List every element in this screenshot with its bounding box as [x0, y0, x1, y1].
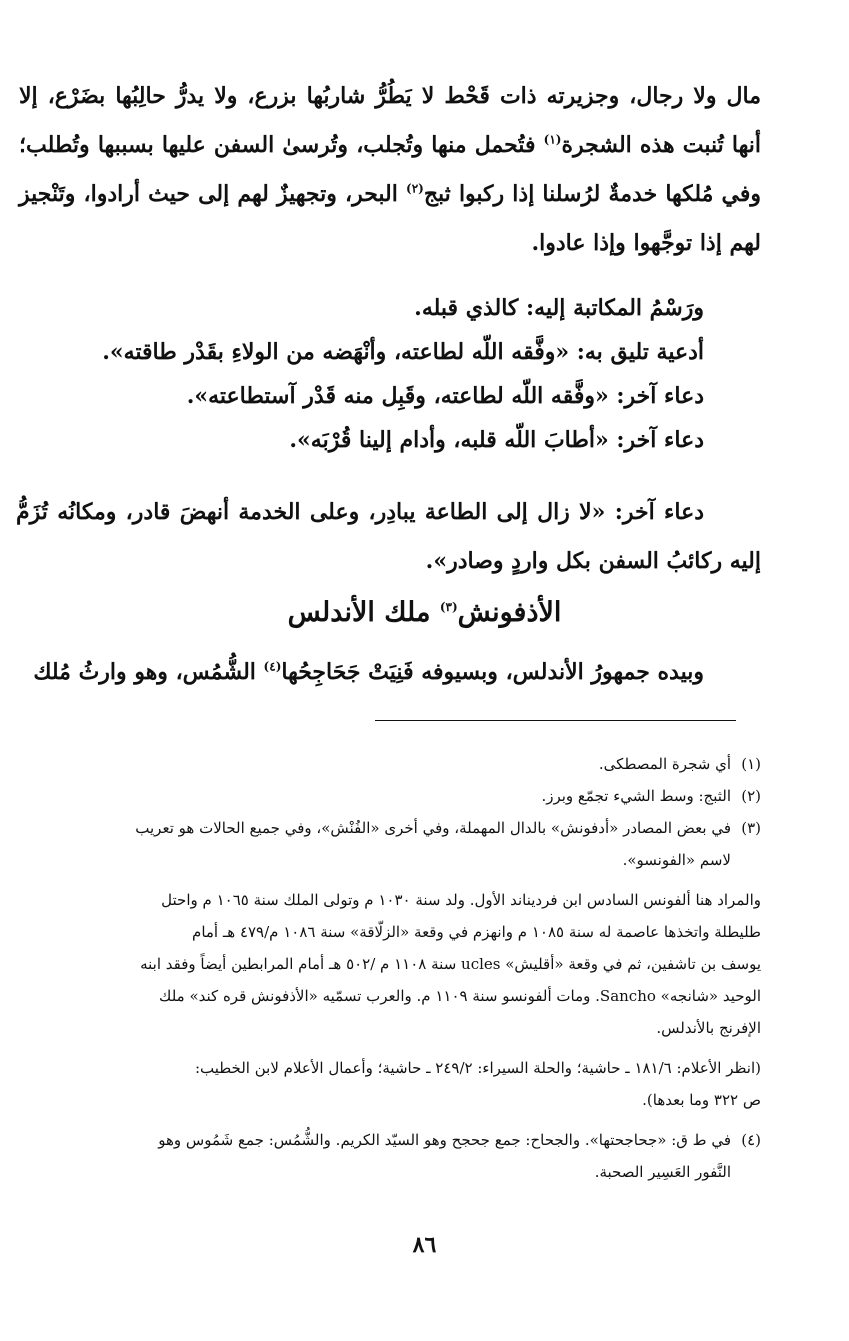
- prayer-label: دعاء آخر: [624, 427, 704, 453]
- prayer-line: [14, 418, 704, 462]
- paragraph-text: البحر، وتجهيزٌ لهم إلى حيث أرادوا، وتَنْجيز لهم إذا توجَّهوا وإذا عادوا.: [19, 181, 761, 256]
- main-paragraph: [19, 72, 761, 268]
- prayer-text: : «وفَّقه اللّه لطاعته، وقَبِل منه قَدْر آستطاعته».: [186, 383, 625, 409]
- paragraph-text: مال ولا رجال، وجزيرته ذات قَحْط لا يَطُرُّ شاربُها بزرع، ولا يدرُّ حالِبُها بضَرْع، إلا أنها تُنبت هذه الشجرة: [19, 83, 761, 158]
- prayer-label: دعاء آخر: [624, 383, 704, 409]
- paragraph-text: فتُحمل منها وتُجلب، وتُرسىٰ السفن عليها بسببها وتُطلب؛ وفي مُلكها خدمةٌ لرُسلنا إذا ركبوا ثبج: [19, 132, 761, 207]
- footnote-divider: [375, 720, 736, 721]
- footnote-text: في ط ق: «جحاجحتها». والجحاح: جمع جحجح وهو السيّد الكريم. والشُّمُس: جمع شَمُوس وهو: [158, 1131, 731, 1149]
- footnote-references: [16, 1052, 761, 1116]
- footnote-text: والمراد هنا ألفونس السادس ابن فرديناند الأول. ولد سنة ١٠٣٠ م وتولى الملك سنة ١٠٦٥ م واحتل: [161, 891, 761, 909]
- page-number: ٨٦: [412, 1232, 437, 1258]
- correspondence-line: [14, 286, 704, 330]
- footnote-number: (٣): [741, 819, 761, 837]
- last-prayer-paragraph: [16, 488, 761, 586]
- footnote-number: (١): [741, 755, 761, 773]
- prayer-text: : «وفَّقه اللّه لطاعته، وأنْهَضه من الولاءِ بقَدْر طاقته».: [102, 339, 585, 365]
- footnote-ref: (٤): [263, 659, 282, 674]
- prayers-block: [14, 286, 704, 462]
- footnote-paragraph: [16, 884, 761, 1044]
- footnote-ref: (٣): [439, 600, 458, 614]
- footnote-number: (٢): [741, 787, 761, 805]
- footnote-text: أي شجرة المصطكى.: [598, 755, 731, 773]
- footnote-text: الوحيد «شانجه» Sancho. ومات ألفونسو سنة ١١٠٩ م. والعرب تسمّيه «الأذفونش قره كند» ملك: [159, 987, 761, 1005]
- prayer-label: أدعية تليق به: [584, 339, 704, 365]
- section-paragraph: [19, 648, 761, 697]
- footnotes: [16, 748, 761, 1188]
- heading-text: الأذفونش: [457, 597, 562, 628]
- prayer-text: : «لا زال إلى الطاعة يبادِر، وعلى الخدمة أنهضَ قادر، ومكانُه تُزَمُّ إليه ركائبُ السفن بكل واردٍ وصادر».: [16, 499, 761, 574]
- prayer-line: [14, 330, 704, 374]
- prayer-label: دعاء آخر: [622, 499, 704, 525]
- footnote-text: (انظر الأعلام: ١٨١/٦ ـ حاشية؛ والحلة السيراء: ٢٤٩/٢ ـ حاشية؛ وأعمال الأعلام لابن الخطيب:: [194, 1059, 761, 1077]
- footnote-text: طليطلة واتخذها عاصمة له سنة ١٠٨٥ م وانهزم في وقعة «الزلّاقة» سنة ١٠٨٦ م/٤٧٩ هـ أمام: [192, 923, 761, 941]
- footnote-text: النَّفور العَسِير الصحبة.: [594, 1163, 731, 1181]
- footnote-text: الإفرنج بالأندلس.: [656, 1019, 761, 1037]
- prayer-text: : «أطابَ اللّه قلبه، وأدام إلينا قُرْبَه».: [289, 427, 625, 453]
- footnote-text: ص ٣٢٢ وما بعدها).: [642, 1091, 761, 1109]
- footnote-text: يوسف بن تاشفين، ثم في وقعة «أقليش» ucles سنة ١١٠٨ م /٥٠٢ هـ أمام المرابطين أيضاً وفقد ابنه: [140, 955, 761, 973]
- footnote-number: (٤): [741, 1131, 761, 1149]
- correspondence-text: : كالذي قبله.: [414, 295, 535, 321]
- footnote-text: في بعض المصادر «أدفونش» بالدال المهملة، وفي أخرى «الفُنْش»، وفي جميع الحالات هو تعريب: [135, 819, 731, 837]
- footnote: [16, 748, 761, 780]
- correspondence-label: ورَسْمُ المكاتبة إليه: [534, 295, 704, 321]
- footnote-ref: (١): [543, 132, 562, 147]
- footnote-line: [16, 1124, 761, 1156]
- footnote: [16, 812, 761, 844]
- heading-text: ملك الأندلس: [287, 597, 440, 628]
- paragraph-text: وبيده جمهورُ الأندلس، وبسيوفه فَنِيَتْ جَحَاجِحُها: [281, 659, 704, 685]
- paragraph-text: الشُّمُس، وهو وارثُ مُلك: [33, 659, 264, 685]
- footnote: [16, 1124, 761, 1188]
- footnote: [16, 780, 761, 812]
- footnote-text: الثبج: وسط الشيء تجمّع وبرز.: [541, 787, 731, 805]
- prayer-line: [14, 374, 704, 418]
- section-heading: [0, 593, 849, 633]
- footnote-ref: (٢): [406, 181, 424, 196]
- footnote-text: لاسم «الفونسو».: [622, 851, 731, 869]
